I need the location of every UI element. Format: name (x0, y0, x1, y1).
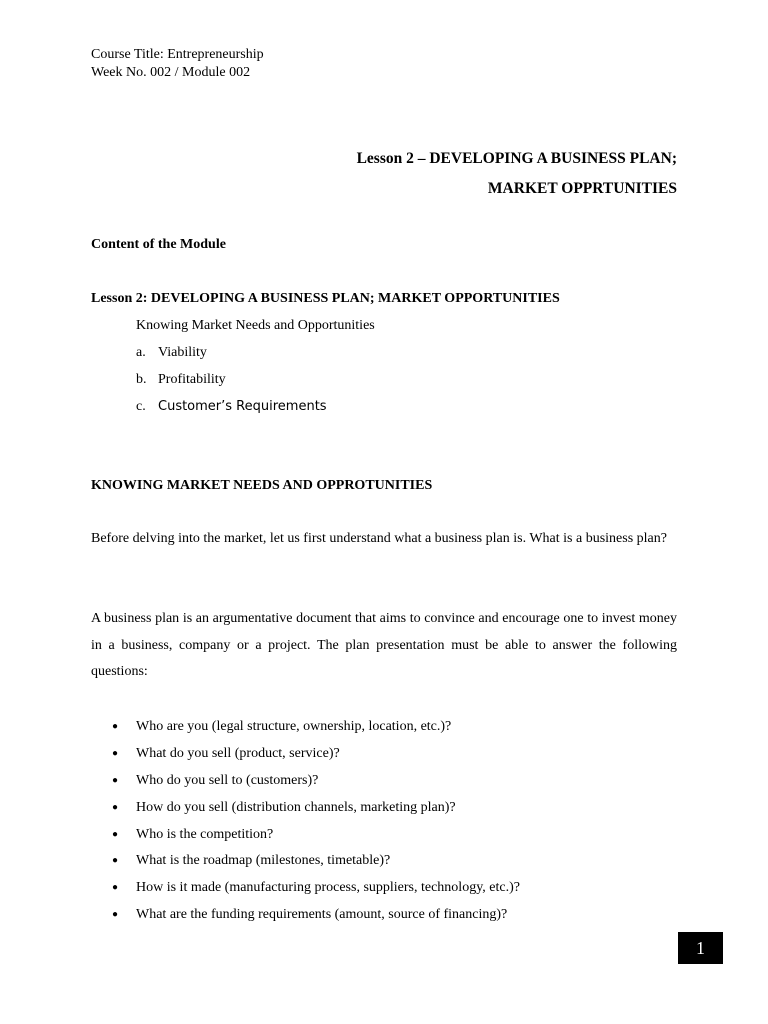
lesson-title-line1: Lesson 2 – DEVELOPING A BUSINESS PLAN; (356, 150, 677, 167)
content-item-b (136, 372, 226, 388)
section-heading: KNOWING MARKET NEEDS AND OPPROTUNITIES (91, 478, 433, 493)
bullet-icon: ● (112, 909, 119, 920)
bullet-icon: ● (112, 721, 119, 732)
list-item (112, 773, 318, 789)
list-item (112, 907, 507, 923)
subtopic-title: Knowing Market Needs and Opportunities (136, 318, 375, 333)
page-number: 1 (678, 932, 723, 964)
content-item-a (136, 345, 207, 361)
list-item (112, 719, 451, 735)
content-item-text: Viability (158, 345, 207, 360)
content-item-marker: b. (136, 372, 147, 387)
bullet-icon: ● (112, 748, 119, 759)
content-item-text: Profitability (158, 372, 226, 387)
paragraph-business-plan-intro: Before delving into the market, let us first understand what a business plan is. What is a business plan? (91, 531, 667, 546)
list-item (112, 880, 520, 896)
course-title: Course Title: Entrepreneurship (91, 47, 264, 62)
list-item (112, 853, 390, 869)
lesson-title-line2: MARKET OPPRTUNITIES (487, 180, 677, 197)
list-item-text: Who do you sell to (customers)? (136, 773, 319, 788)
content-item-text: Customer’s Requirements (158, 399, 327, 414)
list-item-text: Who is the competition? (136, 827, 274, 842)
content-item-marker: c. (136, 399, 146, 414)
list-item-text: What are the funding requirements (amount, source of financing)? (136, 907, 508, 922)
list-item (112, 800, 456, 816)
list-item (112, 827, 273, 843)
list-item-text: What is the roadmap (milestones, timetable)? (136, 853, 391, 868)
content-item-c (136, 399, 327, 415)
content-item-marker: a. (136, 345, 146, 360)
list-item-text: Who are you (legal structure, ownership, location, etc.)? (136, 719, 452, 734)
list-item-text: How is it made (manufacturing process, suppliers, technology, etc.)? (136, 880, 520, 895)
bullet-icon: ● (112, 775, 119, 786)
list-item-text: What do you sell (product, service)? (136, 746, 340, 761)
bullet-icon: ● (112, 882, 119, 893)
list-item-text: How do you sell (distribution channels, marketing plan)? (136, 800, 456, 815)
week-module: Week No. 002 / Module 002 (91, 65, 251, 80)
content-heading: Content of the Module (91, 237, 226, 252)
bullet-icon: ● (112, 802, 119, 813)
lesson-heading: Lesson 2: DEVELOPING A BUSINESS PLAN; MARKET OPPORTUNITIES (91, 291, 560, 306)
bullet-icon: ● (112, 855, 119, 866)
bullet-icon: ● (112, 829, 119, 840)
list-item (112, 746, 340, 762)
paragraph-business-plan-definition: A business plan is an argumentative document that aims to convince and encourage one to invest money in a business, company or a project. The plan presentation must be able to answer the following questions: (91, 611, 677, 679)
